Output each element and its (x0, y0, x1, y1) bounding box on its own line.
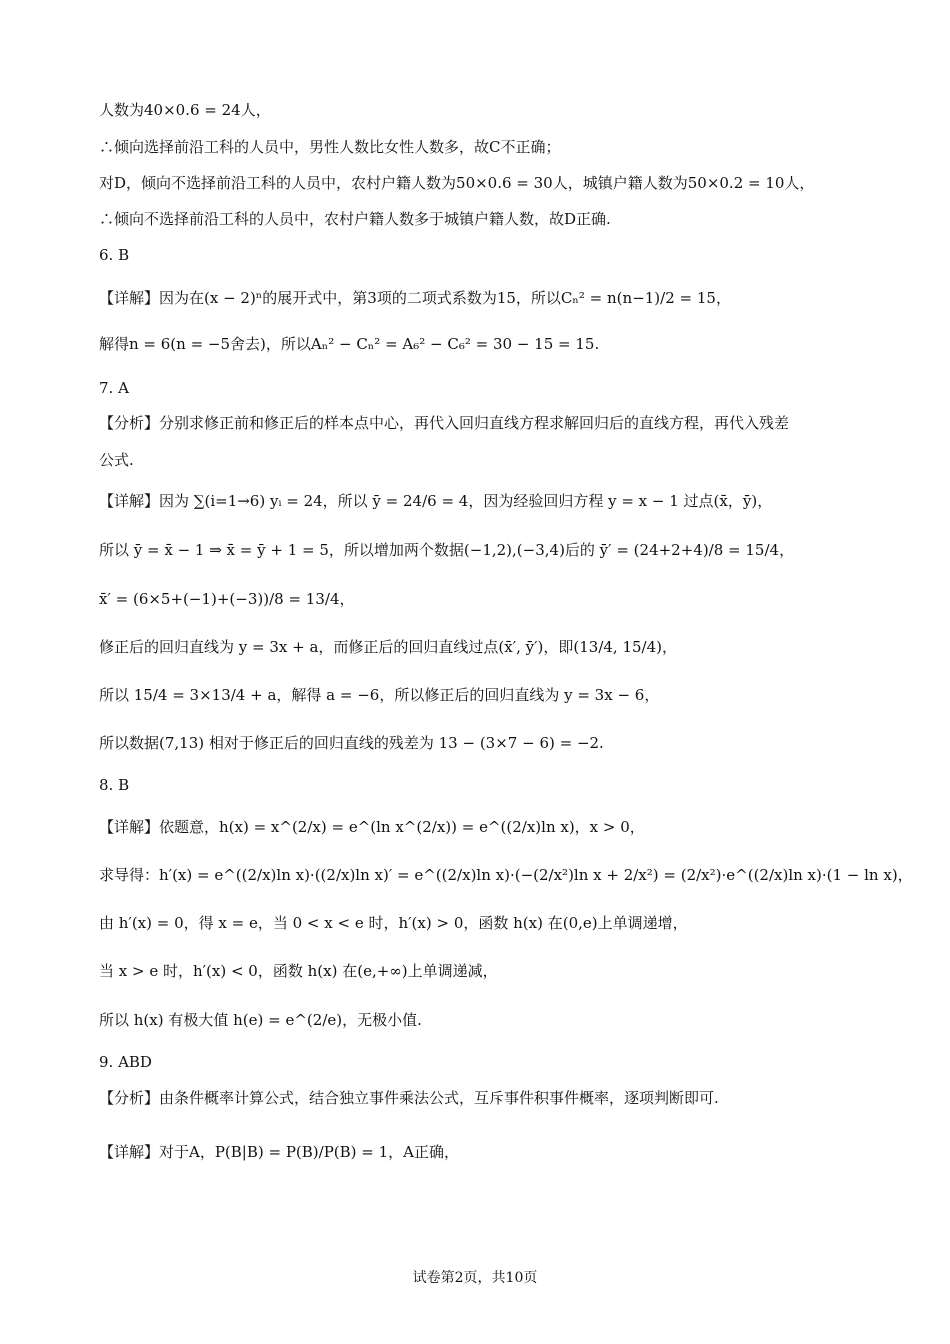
question-number: 6. B (99, 246, 130, 264)
text-line: 公式. (99, 451, 134, 469)
text-line: 人数为40×0.6 = 24人， (99, 101, 271, 119)
text-line: 对D，倾向不选择前沿工科的人员中，农村户籍人数为50×0.6 = 30人，城镇户籍人数为50×0.2 = 10人， (99, 174, 815, 192)
text-line: 【详解】因为 ∑(i=1→6) yᵢ = 24，所以 ȳ = 24/6 = 4，因为经验回归方程 y = x − 1 过点(x̄，ȳ)， (99, 492, 773, 510)
text-line: 所以 ȳ = x̄ − 1 ⇒ x̄ = ȳ + 1 = 5，所以增加两个数据(−1,2),(−3,4)后的 ȳ′ = (24+2+4)/8 = 15/4， (99, 541, 795, 559)
text-line: 【详解】对于A，P(B|B) = P(B)/P(B) = 1，A正确， (99, 1143, 460, 1161)
text-line: 所以数据(7,13) 相对于修正后的回归直线的残差为 13 − (3×7 − 6) = −2. (99, 734, 604, 752)
text-line: x̄′ = (6×5+(−1)+(−3))/8 = 13/4， (99, 590, 355, 608)
text-line: ∴倾向选择前沿工科的人员中，男性人数比女性人数多，故C不正确； (99, 138, 561, 156)
text-line: 解得n = 6(n = −5舍去)，所以Aₙ² − Cₙ² = A₆² − C₆² = 30 − 15 = 15. (99, 335, 600, 353)
text-line: 求导得：h′(x) = e^((2/x)ln x)·((2/x)ln x)′ = e^((2/x)ln x)·(−(2/x²)ln x + 2/x²) = (2/x²)·e^((2/x)ln x)·(1 − ln x)， (99, 866, 913, 884)
question-number: 7. A (99, 379, 129, 397)
text-line: 【详解】因为在(x − 2)ⁿ的展开式中，第3项的二项式系数为15，所以Cₙ² = n(n−1)/2 = 15， (99, 289, 731, 307)
text-line: ∴倾向不选择前沿工科的人员中，农村户籍人数多于城镇户籍人数，故D正确. (99, 210, 611, 228)
text-line: 【分析】分别求修正前和修正后的样本点中心，再代入回归直线方程求解回归后的直线方程，再代入残差 (99, 414, 790, 432)
text-line: 所以 h(x) 有极大值 h(e) = e^(2/e)，无极小值. (99, 1011, 422, 1029)
question-number: 8. B (99, 776, 130, 794)
text-line: 当 x > e 时，h′(x) < 0，函数 h(x) 在(e,+∞)上单调递减， (99, 962, 498, 980)
text-line: 由 h′(x) = 0，得 x = e，当 0 < x < e 时，h′(x) > 0，函数 h(x) 在(0,e)上单调递增， (99, 914, 688, 932)
text-line: 【分析】由条件概率计算公式，结合独立事件乘法公式，互斥事件积事件概率，逐项判断即可. (99, 1089, 719, 1107)
text-line: 修正后的回归直线为 y = 3x + a，而修正后的回归直线过点(x̄′, ȳ′)，即(13/4, 15/4)， (99, 638, 677, 656)
text-line: 【详解】依题意，h(x) = x^(2/x) = e^(ln x^(2/x)) = e^((2/x)ln x)，x > 0， (99, 818, 645, 836)
page-footer: 试卷第2页，共10页 (412, 1270, 538, 1286)
question-number: 9. ABD (99, 1053, 152, 1071)
text-line: 所以 15/4 = 3×13/4 + a，解得 a = −6，所以修正后的回归直线为 y = 3x − 6， (99, 686, 660, 704)
